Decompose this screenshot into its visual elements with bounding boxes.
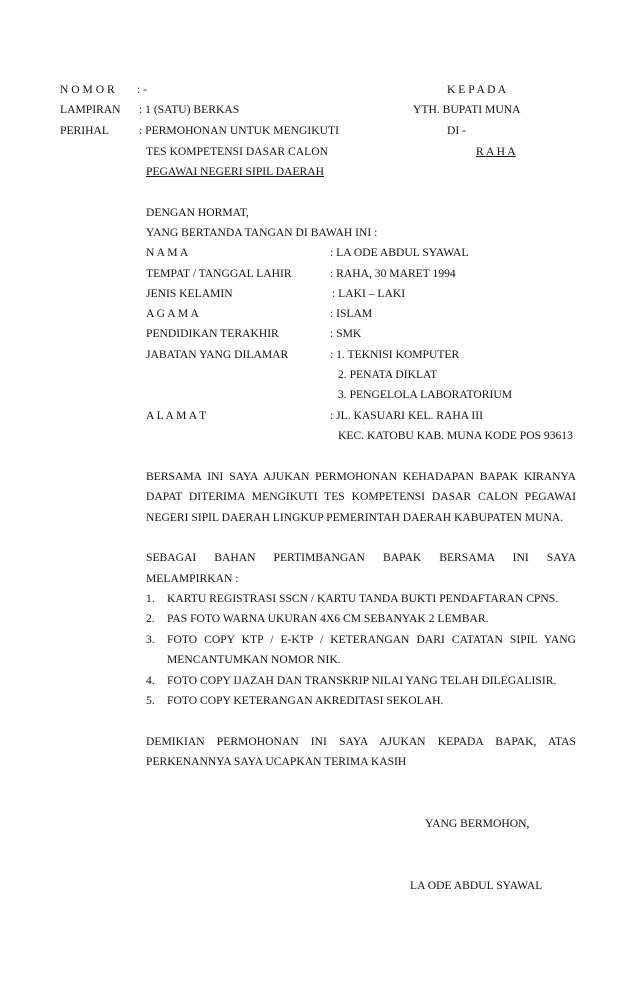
jabatan-item-2: 2. PENATA DIKLAT <box>338 368 438 381</box>
recipient-city: R A H A <box>476 145 516 158</box>
nama-label: N A M A <box>146 246 189 259</box>
recipient-yth: YTH. BUPATI MUNA <box>413 103 521 116</box>
paragraph-2-line-1: SEBAGAI BAHAN PERTIMBANGAN BAPAK BERSAMA INI SAYA <box>146 551 576 564</box>
recipient-di: DI - <box>447 124 466 137</box>
jabatan-item-1: : 1. TEKNISI KOMPUTER <box>330 348 460 361</box>
alamat-label: A L A M A T <box>146 409 207 422</box>
closing-line-2: PERKENANNYA SAYA UCAPKAN TERIMA KASIH <box>146 755 407 768</box>
perihal-line-1: : PERMOHONAN UNTUK MENGIKUTI <box>139 124 339 137</box>
list-item-number: 3. <box>146 633 155 646</box>
paragraph-1-line-3: NEGERI SIPIL DAERAH LINGKUP PEMERINTAH DAERAH KABUPATEN MUNA. <box>146 511 564 524</box>
agama-value: : ISLAM <box>330 307 373 320</box>
nomor-label: N O M O R <box>60 83 115 96</box>
nomor-value: : - <box>137 83 147 96</box>
jabatan-item-3: 3. PENGELOLA LABORATORIUM <box>338 388 513 401</box>
ttl-value: : RAHA, 30 MARET 1994 <box>330 267 456 280</box>
paragraph-1-line-1: BERSAMA INI SAYA AJUKAN PERMOHONAN KEHADAPAN BAPAK KIRANYA <box>146 470 576 483</box>
greeting: DENGAN HORMAT, <box>146 206 249 219</box>
jabatan-label: JABATAN YANG DILAMAR <box>146 348 289 361</box>
list-item: KARTU REGISTRASI SSCN / KARTU TANDA BUKTI PENDAFTARAN CPNS. <box>167 592 559 605</box>
alamat-line-2: KEC. KATOBU KAB. MUNA KODE POS 93613 <box>338 429 573 442</box>
list-item-number: 1. <box>146 592 155 605</box>
pendidikan-value: : SMK <box>330 327 362 340</box>
ttl-label: TEMPAT / TANGGAL LAHIR <box>146 267 292 280</box>
list-item-number: 2. <box>146 612 155 625</box>
paragraph-1-line-2: DAPAT DITERIMA MENGIKUTI TES KOMPETENSI DASAR CALON PEGAWAI <box>146 490 576 503</box>
perihal-line-2: TES KOMPETENSI DASAR CALON <box>146 145 328 158</box>
closing-line-1: DEMIKIAN PERMOHONAN INI SAYA AJUKAN KEPADA BAPAK, ATAS <box>146 735 576 748</box>
list-item: FOTO COPY KTP / E-KTP / KETERANGAN DARI CATATAN SIPIL YANG <box>167 633 576 646</box>
undersigned-line: YANG BERTANDA TANGAN DI BAWAH INI : <box>146 226 378 239</box>
signature-label: YANG BERMOHON, <box>425 817 530 830</box>
jenis-kelamin-value: : LAKI – LAKI <box>332 287 406 300</box>
kepada-label: K E P A D A <box>447 83 507 96</box>
jenis-kelamin-label: JENIS KELAMIN <box>146 287 233 300</box>
lampiran-label: LAMPIRAN <box>60 103 121 116</box>
list-item-continuation: MENCANTUMKAN NOMOR NIK. <box>167 653 341 666</box>
list-item: FOTO COPY IJAZAH DAN TRANSKRIP NILAI YANG TELAH DILEGALISIR. <box>167 674 557 687</box>
nama-value: : LA ODE ABDUL SYAWAL <box>330 246 469 259</box>
signatory-name: LA ODE ABDUL SYAWAL <box>410 879 543 892</box>
pendidikan-label: PENDIDIKAN TERAKHIR <box>146 327 279 340</box>
paragraph-2-line-2: MELAMPIRKAN : <box>146 572 239 585</box>
list-item: PAS FOTO WARNA UKURAN 4X6 CM SEBANYAK 2 LEMBAR. <box>167 612 489 625</box>
agama-label: A G A M A <box>146 307 199 320</box>
perihal-label: PERIHAL <box>60 124 109 137</box>
list-item: FOTO COPY KETERANGAN AKREDITASI SEKOLAH. <box>167 694 444 707</box>
lampiran-value: : 1 (SATU) BERKAS <box>139 103 240 116</box>
list-item-number: 5. <box>146 694 155 707</box>
list-item-number: 4. <box>146 674 155 687</box>
perihal-line-3: PEGAWAI NEGERI SIPIL DAERAH <box>146 165 325 178</box>
alamat-line-1: : JL. KASUARI KEL. RAHA III <box>330 409 483 422</box>
